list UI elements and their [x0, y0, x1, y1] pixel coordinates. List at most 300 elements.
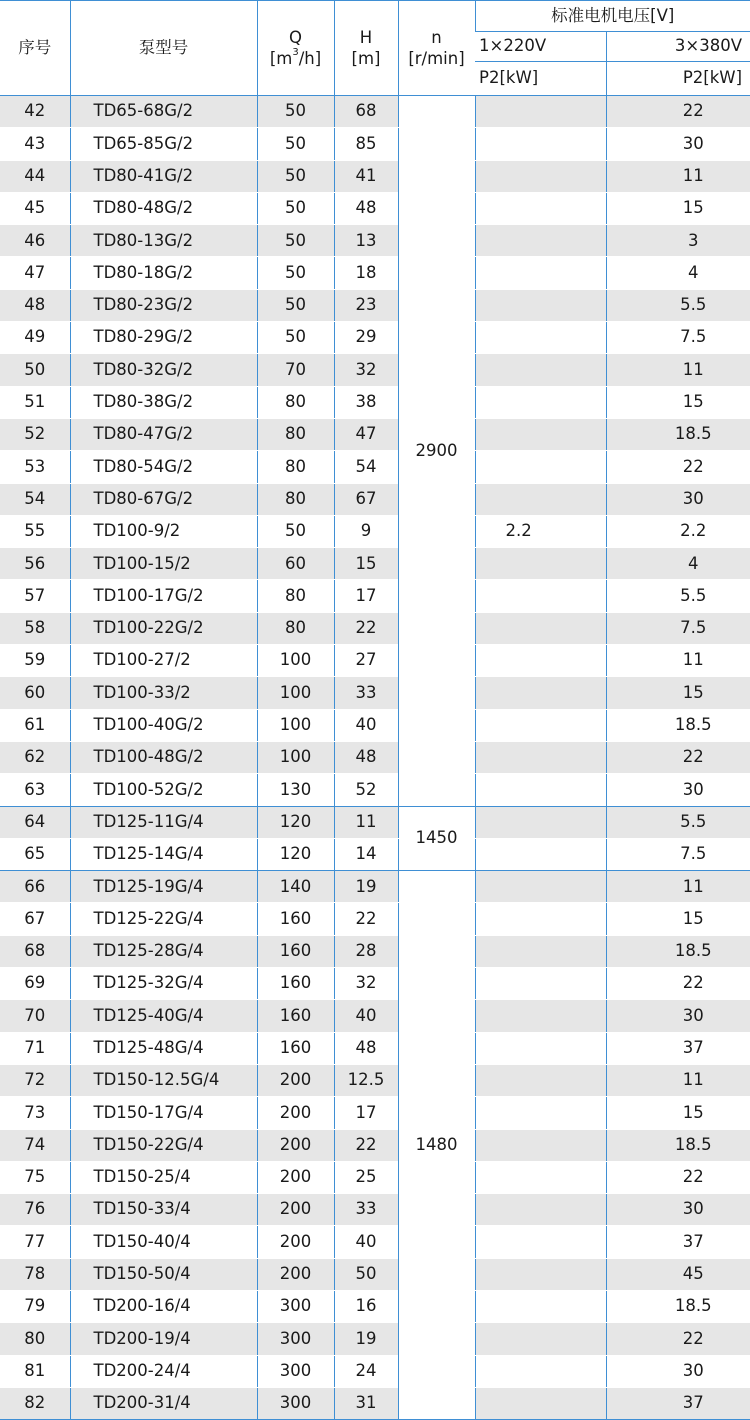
- row-model: TD125-22G/4: [70, 903, 257, 935]
- row-flow-q: 160: [257, 1032, 334, 1064]
- row-no: 75: [0, 1161, 70, 1193]
- row-flow-q: 200: [257, 1161, 334, 1193]
- row-head-h: 25: [334, 1161, 398, 1193]
- row-head-h: 15: [334, 548, 398, 580]
- header-q-label: Q: [289, 27, 302, 47]
- row-p2-three-phase: 3: [606, 225, 750, 257]
- row-flow-q: 200: [257, 1194, 334, 1226]
- row-head-h: 17: [334, 580, 398, 612]
- row-head-h: 54: [334, 451, 398, 483]
- row-no: 61: [0, 709, 70, 741]
- row-model: TD200-16/4: [70, 1290, 257, 1322]
- table-row: [0, 96, 750, 128]
- row-flow-q: 80: [257, 418, 334, 450]
- row-p2-single-phase: [475, 968, 606, 1000]
- row-no: 52: [0, 418, 70, 450]
- row-p2-single-phase: [475, 386, 606, 418]
- table-row: [0, 871, 750, 903]
- row-p2-three-phase: 18.5: [606, 1129, 750, 1161]
- row-p2-single-phase: [475, 774, 606, 806]
- row-p2-single-phase: [475, 548, 606, 580]
- row-flow-q: 80: [257, 612, 334, 644]
- row-no: 54: [0, 483, 70, 515]
- row-flow-q: 70: [257, 354, 334, 386]
- row-p2-three-phase: 22: [606, 741, 750, 773]
- table-row: [0, 1355, 750, 1387]
- row-p2-single-phase: [475, 1097, 606, 1129]
- row-flow-q: 50: [257, 96, 334, 128]
- row-p2-single-phase: [475, 1387, 606, 1419]
- row-model: TD100-48G/2: [70, 741, 257, 773]
- row-p2-single-phase: [475, 645, 606, 677]
- row-no: 62: [0, 741, 70, 773]
- table-row: [0, 645, 750, 677]
- row-model: TD100-40G/2: [70, 709, 257, 741]
- row-flow-q: 120: [257, 806, 334, 838]
- row-p2-single-phase: [475, 1355, 606, 1387]
- row-model: TD80-54G/2: [70, 451, 257, 483]
- row-no: 66: [0, 871, 70, 903]
- row-head-h: 14: [334, 838, 398, 870]
- row-p2-three-phase: 45: [606, 1258, 750, 1290]
- row-model: TD125-32G/4: [70, 968, 257, 1000]
- row-no: 51: [0, 386, 70, 418]
- table-row: [0, 418, 750, 450]
- row-p2-three-phase: 22: [606, 1161, 750, 1193]
- row-head-h: 38: [334, 386, 398, 418]
- row-no: 81: [0, 1355, 70, 1387]
- table-row: [0, 1064, 750, 1096]
- table-row: [0, 1226, 750, 1258]
- header-p2-single-phase: P2[kW]: [475, 62, 606, 96]
- row-model: TD80-18G/2: [70, 257, 257, 289]
- row-p2-three-phase: 4: [606, 548, 750, 580]
- row-no: 60: [0, 677, 70, 709]
- row-no: 70: [0, 1000, 70, 1032]
- row-p2-three-phase: 2.2: [606, 515, 750, 547]
- row-p2-single-phase: [475, 1194, 606, 1226]
- row-flow-q: 80: [257, 451, 334, 483]
- table-row: [0, 935, 750, 967]
- table-row: [0, 322, 750, 354]
- row-head-h: 48: [334, 192, 398, 224]
- row-p2-three-phase: 30: [606, 1194, 750, 1226]
- row-no: 74: [0, 1129, 70, 1161]
- row-model: TD80-47G/2: [70, 418, 257, 450]
- table-row: [0, 677, 750, 709]
- row-head-h: 13: [334, 225, 398, 257]
- row-head-h: 19: [334, 871, 398, 903]
- table-row: [0, 160, 750, 192]
- row-head-h: 31: [334, 1387, 398, 1419]
- row-head-h: 22: [334, 612, 398, 644]
- rpm-group-cell: 1480: [398, 871, 475, 1420]
- row-p2-three-phase: 15: [606, 677, 750, 709]
- row-head-h: 85: [334, 128, 398, 160]
- row-flow-q: 100: [257, 677, 334, 709]
- row-no: 82: [0, 1387, 70, 1419]
- row-p2-single-phase: [475, 96, 606, 128]
- row-no: 71: [0, 1032, 70, 1064]
- row-p2-three-phase: 18.5: [606, 418, 750, 450]
- row-model: TD200-24/4: [70, 1355, 257, 1387]
- row-no: 68: [0, 935, 70, 967]
- row-flow-q: 130: [257, 774, 334, 806]
- row-model: TD80-29G/2: [70, 322, 257, 354]
- row-p2-single-phase: [475, 580, 606, 612]
- row-p2-three-phase: 4: [606, 257, 750, 289]
- row-p2-single-phase: [475, 128, 606, 160]
- row-p2-single-phase: [475, 903, 606, 935]
- row-no: 79: [0, 1290, 70, 1322]
- row-p2-three-phase: 11: [606, 160, 750, 192]
- row-p2-three-phase: 30: [606, 1355, 750, 1387]
- table-row: [0, 1194, 750, 1226]
- row-model: TD80-38G/2: [70, 386, 257, 418]
- row-p2-single-phase: [475, 483, 606, 515]
- row-p2-three-phase: 30: [606, 1000, 750, 1032]
- row-head-h: 40: [334, 1000, 398, 1032]
- table-row: [0, 354, 750, 386]
- table-row: [0, 1161, 750, 1193]
- row-flow-q: 50: [257, 257, 334, 289]
- row-head-h: 33: [334, 677, 398, 709]
- row-no: 46: [0, 225, 70, 257]
- row-model: TD65-85G/2: [70, 128, 257, 160]
- row-model: TD125-48G/4: [70, 1032, 257, 1064]
- row-head-h: 29: [334, 322, 398, 354]
- row-head-h: 12.5: [334, 1064, 398, 1096]
- table-row: [0, 968, 750, 1000]
- row-flow-q: 140: [257, 871, 334, 903]
- row-model: TD125-28G/4: [70, 935, 257, 967]
- table-row: [0, 709, 750, 741]
- row-p2-single-phase: [475, 1032, 606, 1064]
- row-p2-three-phase: 30: [606, 774, 750, 806]
- row-p2-three-phase: 22: [606, 968, 750, 1000]
- row-head-h: 22: [334, 903, 398, 935]
- row-model: TD125-40G/4: [70, 1000, 257, 1032]
- row-flow-q: 80: [257, 483, 334, 515]
- row-p2-three-phase: 7.5: [606, 612, 750, 644]
- row-no: 73: [0, 1097, 70, 1129]
- row-model: TD125-14G/4: [70, 838, 257, 870]
- row-p2-single-phase: [475, 451, 606, 483]
- table-row: [0, 1323, 750, 1355]
- row-flow-q: 300: [257, 1323, 334, 1355]
- row-no: 45: [0, 192, 70, 224]
- row-flow-q: 300: [257, 1355, 334, 1387]
- row-no: 80: [0, 1323, 70, 1355]
- row-no: 72: [0, 1064, 70, 1096]
- row-model: TD80-41G/2: [70, 160, 257, 192]
- table-row: [0, 741, 750, 773]
- table-row: [0, 1290, 750, 1322]
- row-head-h: 52: [334, 774, 398, 806]
- row-model: TD100-52G/2: [70, 774, 257, 806]
- row-model: TD125-19G/4: [70, 871, 257, 903]
- table-row: [0, 774, 750, 806]
- row-head-h: 41: [334, 160, 398, 192]
- row-model: TD150-40/4: [70, 1226, 257, 1258]
- row-model: TD150-50/4: [70, 1258, 257, 1290]
- row-p2-single-phase: [475, 1000, 606, 1032]
- row-p2-single-phase: [475, 1258, 606, 1290]
- row-head-h: 33: [334, 1194, 398, 1226]
- row-no: 44: [0, 160, 70, 192]
- row-flow-q: 50: [257, 289, 334, 321]
- row-head-h: 67: [334, 483, 398, 515]
- row-p2-three-phase: 22: [606, 451, 750, 483]
- row-head-h: 40: [334, 1226, 398, 1258]
- row-head-h: 19: [334, 1323, 398, 1355]
- row-head-h: 48: [334, 741, 398, 773]
- table-row: [0, 483, 750, 515]
- row-no: 67: [0, 903, 70, 935]
- row-flow-q: 160: [257, 1000, 334, 1032]
- rpm-group-cell: 1450: [398, 806, 475, 871]
- row-head-h: 50: [334, 1258, 398, 1290]
- row-p2-single-phase: [475, 192, 606, 224]
- header-h-unit: [m]: [351, 49, 381, 68]
- row-p2-three-phase: 7.5: [606, 838, 750, 870]
- row-no: 48: [0, 289, 70, 321]
- row-head-h: 32: [334, 968, 398, 1000]
- table-row: [0, 903, 750, 935]
- row-head-h: 27: [334, 645, 398, 677]
- table-row: [0, 451, 750, 483]
- table-row: [0, 1129, 750, 1161]
- row-model: TD80-67G/2: [70, 483, 257, 515]
- row-p2-three-phase: 11: [606, 1064, 750, 1096]
- row-flow-q: 120: [257, 838, 334, 870]
- row-flow-q: 50: [257, 192, 334, 224]
- row-model: TD100-33/2: [70, 677, 257, 709]
- header-q-unit: $[m^3/h]$: [269, 47, 322, 68]
- row-flow-q: 160: [257, 968, 334, 1000]
- table-row: [0, 806, 750, 838]
- header-p2-three-phase: P2[kW]: [606, 62, 750, 96]
- row-p2-single-phase: [475, 1064, 606, 1096]
- row-no: 42: [0, 96, 70, 128]
- row-p2-single-phase: [475, 418, 606, 450]
- row-model: TD100-9/2: [70, 515, 257, 547]
- row-p2-single-phase: [475, 677, 606, 709]
- row-head-h: 40: [334, 709, 398, 741]
- row-model: TD200-31/4: [70, 1387, 257, 1419]
- row-p2-single-phase: [475, 838, 606, 870]
- row-p2-single-phase: [475, 225, 606, 257]
- row-flow-q: 50: [257, 225, 334, 257]
- row-flow-q: 50: [257, 515, 334, 547]
- row-head-h: 18: [334, 257, 398, 289]
- row-p2-three-phase: 30: [606, 128, 750, 160]
- table-row: [0, 1258, 750, 1290]
- row-p2-three-phase: 15: [606, 1097, 750, 1129]
- row-no: 57: [0, 580, 70, 612]
- row-head-h: 16: [334, 1290, 398, 1322]
- row-model: TD100-22G/2: [70, 612, 257, 644]
- row-no: 59: [0, 645, 70, 677]
- row-head-h: 48: [334, 1032, 398, 1064]
- row-flow-q: 50: [257, 128, 334, 160]
- row-flow-q: 200: [257, 1258, 334, 1290]
- row-p2-single-phase: [475, 741, 606, 773]
- row-no: 53: [0, 451, 70, 483]
- table-row: [0, 612, 750, 644]
- row-model: TD100-27/2: [70, 645, 257, 677]
- row-p2-three-phase: 5.5: [606, 289, 750, 321]
- row-p2-three-phase: 15: [606, 192, 750, 224]
- table-row: [0, 1032, 750, 1064]
- row-no: 43: [0, 128, 70, 160]
- row-model: TD80-48G/2: [70, 192, 257, 224]
- row-p2-single-phase: [475, 612, 606, 644]
- row-model: TD150-22G/4: [70, 1129, 257, 1161]
- row-p2-three-phase: 11: [606, 645, 750, 677]
- table-row: [0, 289, 750, 321]
- row-no: 47: [0, 257, 70, 289]
- row-p2-three-phase: 15: [606, 386, 750, 418]
- row-flow-q: 200: [257, 1226, 334, 1258]
- table-row: [0, 548, 750, 580]
- row-p2-single-phase: [475, 1323, 606, 1355]
- row-p2-single-phase: [475, 1161, 606, 1193]
- row-p2-three-phase: 30: [606, 483, 750, 515]
- rpm-group-cell: 2900: [398, 96, 475, 807]
- row-p2-three-phase: 18.5: [606, 1290, 750, 1322]
- table-row: [0, 128, 750, 160]
- row-p2-single-phase: [475, 257, 606, 289]
- table-row: [0, 225, 750, 257]
- row-head-h: 47: [334, 418, 398, 450]
- row-model: TD150-33/4: [70, 1194, 257, 1226]
- row-p2-single-phase: [475, 289, 606, 321]
- row-p2-single-phase: [475, 160, 606, 192]
- row-model: TD100-15/2: [70, 548, 257, 580]
- pump-spec-table: [0, 1, 750, 1420]
- row-no: 78: [0, 1258, 70, 1290]
- row-no: 64: [0, 806, 70, 838]
- row-model: TD125-11G/4: [70, 806, 257, 838]
- row-head-h: 68: [334, 96, 398, 128]
- table-row: [0, 1387, 750, 1419]
- row-model: TD100-17G/2: [70, 580, 257, 612]
- row-flow-q: 60: [257, 548, 334, 580]
- row-model: TD65-68G/2: [70, 96, 257, 128]
- table-row: [0, 257, 750, 289]
- header-voltage-3x380: 3×380V: [606, 32, 750, 62]
- table-row: [0, 515, 750, 547]
- row-no: 55: [0, 515, 70, 547]
- row-flow-q: 100: [257, 709, 334, 741]
- header-voltage-group: 标准电机电压[V]: [475, 1, 750, 32]
- row-p2-three-phase: 37: [606, 1226, 750, 1258]
- header-h: [334, 1, 398, 96]
- row-no: 50: [0, 354, 70, 386]
- table-row: [0, 580, 750, 612]
- row-no: 69: [0, 968, 70, 1000]
- row-flow-q: 160: [257, 935, 334, 967]
- row-flow-q: 200: [257, 1064, 334, 1096]
- header-model: 泵型号: [70, 1, 257, 96]
- row-no: 56: [0, 548, 70, 580]
- row-flow-q: 160: [257, 903, 334, 935]
- row-p2-single-phase: [475, 1129, 606, 1161]
- table-row: [0, 192, 750, 224]
- row-flow-q: 300: [257, 1387, 334, 1419]
- row-no: 63: [0, 774, 70, 806]
- row-p2-single-phase: [475, 709, 606, 741]
- row-p2-single-phase: [475, 935, 606, 967]
- table-row: [0, 386, 750, 418]
- row-p2-three-phase: 22: [606, 1323, 750, 1355]
- row-p2-three-phase: 37: [606, 1387, 750, 1419]
- row-head-h: 32: [334, 354, 398, 386]
- row-p2-three-phase: 11: [606, 871, 750, 903]
- row-head-h: 24: [334, 1355, 398, 1387]
- row-model: TD80-32G/2: [70, 354, 257, 386]
- row-model: TD150-12.5G/4: [70, 1064, 257, 1096]
- header-n-unit: [r/min]: [408, 49, 465, 68]
- row-p2-single-phase: [475, 322, 606, 354]
- table-header: [0, 1, 750, 96]
- row-p2-three-phase: 11: [606, 354, 750, 386]
- table-row: [0, 1097, 750, 1129]
- row-flow-q: 50: [257, 322, 334, 354]
- row-p2-three-phase: 15: [606, 903, 750, 935]
- row-no: 65: [0, 838, 70, 870]
- row-model: TD200-19/4: [70, 1323, 257, 1355]
- row-head-h: 23: [334, 289, 398, 321]
- row-flow-q: 100: [257, 645, 334, 677]
- row-p2-three-phase: 7.5: [606, 322, 750, 354]
- row-head-h: 28: [334, 935, 398, 967]
- row-model: TD150-25/4: [70, 1161, 257, 1193]
- row-p2-three-phase: 22: [606, 96, 750, 128]
- row-p2-single-phase: [475, 806, 606, 838]
- row-model: TD80-23G/2: [70, 289, 257, 321]
- row-p2-single-phase: [475, 1290, 606, 1322]
- row-head-h: 11: [334, 806, 398, 838]
- row-model: TD80-13G/2: [70, 225, 257, 257]
- row-model: TD150-17G/4: [70, 1097, 257, 1129]
- header-n-label: n: [431, 27, 442, 47]
- row-flow-q: 100: [257, 741, 334, 773]
- row-head-h: 17: [334, 1097, 398, 1129]
- row-flow-q: 300: [257, 1290, 334, 1322]
- header-h-label: H: [359, 27, 373, 47]
- row-p2-single-phase: 2.2: [475, 515, 606, 547]
- row-p2-three-phase: 18.5: [606, 935, 750, 967]
- row-flow-q: 200: [257, 1097, 334, 1129]
- row-no: 58: [0, 612, 70, 644]
- row-flow-q: 50: [257, 160, 334, 192]
- row-no: 76: [0, 1194, 70, 1226]
- header-q: [257, 1, 334, 96]
- row-no: 77: [0, 1226, 70, 1258]
- row-head-h: 9: [334, 515, 398, 547]
- row-p2-three-phase: 5.5: [606, 580, 750, 612]
- row-head-h: 22: [334, 1129, 398, 1161]
- row-p2-single-phase: [475, 354, 606, 386]
- header-no: 序号: [0, 1, 70, 96]
- row-p2-three-phase: 18.5: [606, 709, 750, 741]
- table-body: [0, 96, 750, 1420]
- row-p2-single-phase: [475, 1226, 606, 1258]
- row-flow-q: 80: [257, 580, 334, 612]
- header-n: [398, 1, 475, 96]
